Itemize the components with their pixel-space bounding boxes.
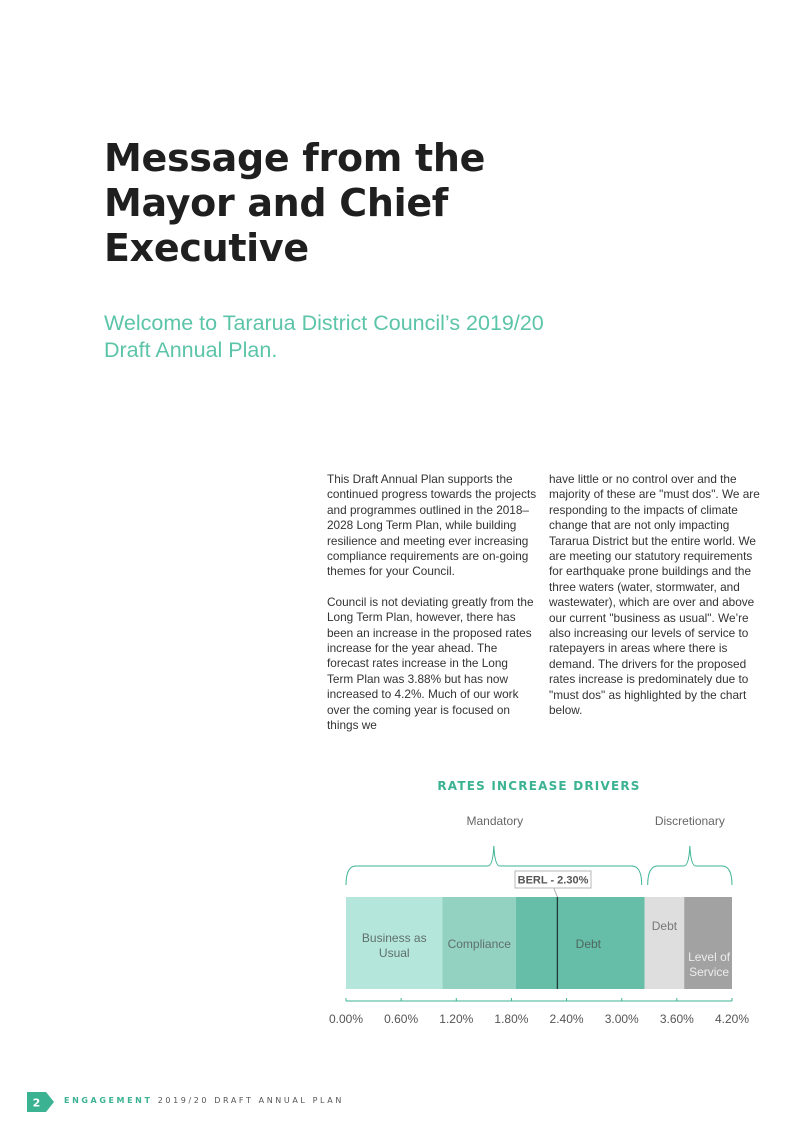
rates-increase-chart <box>315 805 765 1035</box>
page-number-badge <box>27 1092 55 1112</box>
x-axis-tick-label: 4.20% <box>714 1012 750 1026</box>
footer-label-emphasis: ENGAGEMENT <box>64 1096 153 1105</box>
body-column-2 <box>549 472 761 734</box>
group-label: Discretionary <box>654 814 725 828</box>
body-column-1 <box>327 472 537 749</box>
x-axis-tick-label: 0.00% <box>328 1012 364 1026</box>
footer-label-rest: 2019/20 DRAFT ANNUAL PLAN <box>157 1096 344 1105</box>
paragraph: have little or no control over and the majority of these are "must dos". We are responding to the impacts of climate change that are not only impacting Tararua District but the entire world. We are meeting our statutory requirements for earthquake prone buildings and the three waters (water, stormwater, and wastewater), which are over and above our current "business as usual". We’re also increasing our levels of service to ratepayers in areas where there is demand. The drivers for the proposed rates increase is predominately due to "must dos" as highlighted by the chart below. <box>549 472 760 718</box>
group-brace <box>346 846 642 885</box>
footer-label <box>64 1096 344 1105</box>
segment-label: Compliance <box>447 937 511 951</box>
x-axis-tick-label: 3.00% <box>604 1012 639 1026</box>
segment-label: Level of Service <box>688 950 731 979</box>
segment-label: Debt <box>651 919 678 933</box>
group-label: Mandatory <box>466 814 524 828</box>
group-brace <box>648 846 732 885</box>
x-axis-tick-label: 1.80% <box>494 1012 529 1026</box>
bar-segment <box>645 897 685 989</box>
x-axis-tick-label: 2.40% <box>549 1012 584 1026</box>
segment-label: Debt <box>575 937 602 951</box>
x-axis-tick-label: 1.20% <box>439 1012 474 1026</box>
x-axis-tick-label: 0.60% <box>384 1012 419 1026</box>
segment-label: Business as Usual <box>361 931 427 960</box>
page-subtitle: Welcome to Tararua District Council’s 2019/20 Draft Annual Plan. <box>104 311 544 362</box>
paragraph: This Draft Annual Plan supports the continued progress towards the projects and programmes outlined in the 2018–2028 Long Term Plan, while building resilience and meeting ever increasing compliance requirements are on-going themes for your Council. <box>327 472 537 579</box>
paragraph: Council is not deviating greatly from the Long Term Plan, however, there has been an increase in the proposed rates increase for the year ahead. The forecast rates increase in the Long Term Plan was 3.88% but has now increased to 4.2%. Much of our work over the coming year is focused on things we <box>327 594 534 733</box>
chart-title: RATES INCREASE DRIVERS <box>437 779 641 793</box>
berl-label: BERL - 2.30% <box>517 874 589 887</box>
page-title: Message from the Mayor and Chief Executive <box>104 136 486 270</box>
page-number: 2 <box>32 1096 41 1110</box>
x-axis-tick-label: 3.60% <box>659 1012 694 1026</box>
